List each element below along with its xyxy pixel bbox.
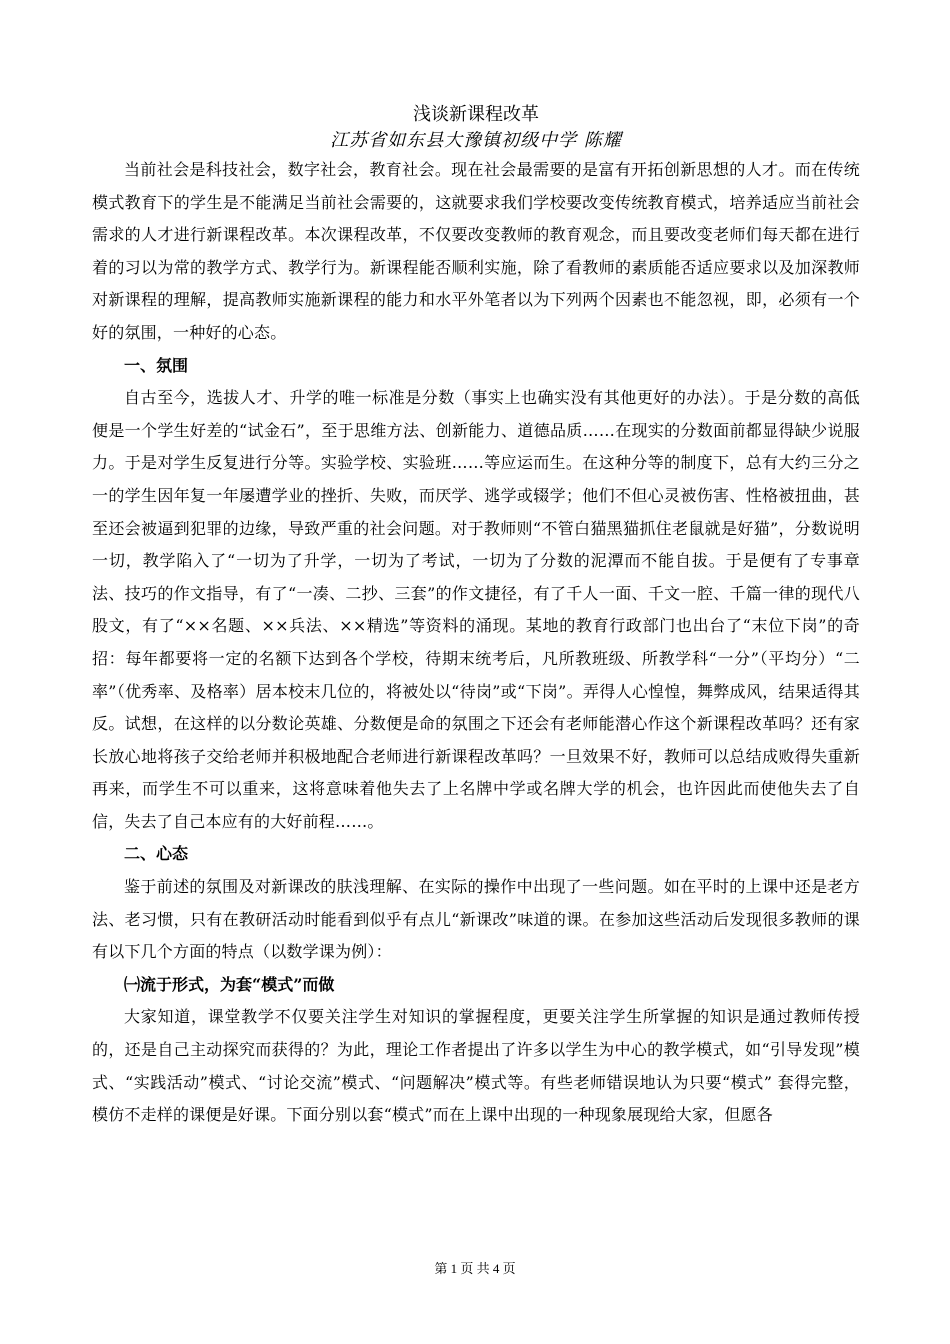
intro-paragraph: 当前社会是科技社会，数字社会，教育社会。现在社会最需要的是富有开拓创新思想的人才。而在传统模式教育下的学生是不能满足当前社会需要的，这就要求我们学校要改变传统教育模式，培养适应当前社会需求的人才进行新课程改革。本次课程改革，不仅要改变教师的教育观念，而且要改变老师们每天都在进行着的习以为常的教学方式、教学行为。新课程能否顺利实施，除了看教师的素质能否适应要求以及加深教师对新课程的理解，提高教师实施新课程的能力和水平外笔者以为下列两个因素也不能忽视，即，必须有一个好的氛围，一种好的心态。 [92,160,860,342]
section-mindset-paragraph: 鉴于前述的氛围及对新课改的肤浅理解、在实际的操作中出现了一些问题。如在平时的上课中还是老方法、老习惯，只有在教研活动时能看到似乎有点儿“新课改”味道的课。在参加这些活动后发现很多教师的课有以下几个方面的特点（以数学课为例）： [92,877,860,962]
author-byline: 江苏省如东县大豫镇初级中学 陈耀 [330,130,622,151]
section-atmosphere-paragraph: 自古至今，选拔人才、升学的唯一标准是分数（事实上也确实没有其他更好的办法）。于是分数的高低便是一个学生好差的“试金石”，至于思维方法、创新能力、道德品质……在现实的分数面前都显得缺少说服力。于是对学生反复进行分等。实验学校、实验班……等应运而生。在这种分等的制度下，总有大约三分之一的学生因年复一年屡遭学业的挫折、失败，而厌学、逃学或辍学；他们不但心灵被伤害、性格被扭曲，甚至还会被逼到犯罪的边缘，导致严重的社会问题。对于教师则“不管白猫黑猫抓住老鼠就是好猫”，分数说明一切，教学陷入了“一切为了升学，一切为了考试，一切为了分数的泥潭而不能自拔。于是便有了专事章法、技巧的作文指导，有了“一凑、二抄、三套”的作文捷径，有了千人一面、千文一腔、千篇一律的现代八股文，有了“××名题、××兵法、××精选”等资料的涌现。某地的教育行政部门也出台了“末位下岗”的奇招：每年都要将一定的名额下达到各个学校，待期末统考后，凡所教班级、所教学科“一分”（平均分）“二率”（优秀率、及格率）居本校末几位的，将被处以“待岗”或“下岗”。弄得人心惶惶，舞弊成风，结果适得其反。试想，在这样的以分数论英雄、分数便是命的氛围之下还会有老师能潜心作这个新课程改革吗？还有家长放心地将孩子交给老师并积极地配合老师进行新课程改革吗？一旦效果不好，教师可以总结成败得失重新再来，而学生不可以重来，这将意味着他失去了上名牌中学或名牌大学的机会，也许因此而使他失去了自信，失去了自己本应有的大好前程……。 [92,388,860,831]
page-footer: 第 1 页 共 4 页 [434,1261,516,1276]
subsection-heading-formalism: ㈠流于形式，为套“模式”而做 [124,974,335,994]
subsection-formalism-paragraph: 大家知道，课堂教学不仅要关注学生对知识的掌握程度，更要关注学生所掌握的知识是通过教师传授的，还是自己主动探究而获得的？为此，理论工作者提出了许多以学生为中心的教学模式，如“引导发现”模式、“实践活动”模式、“讨论交流”模式、“问题解决”模式等。有些老师错误地认为只要“模式” 套得完整，模仿不走样的课便是好课。下面分别以套“模式”而在上课中出现的一种现象展现给大家，但愿各 [92,1007,860,1125]
document-title: 浅谈新课程改革 [413,104,539,125]
section-heading-mindset: 二、心态 [124,844,189,864]
document-content [92,102,860,1132]
section-heading-atmosphere: 一、氛围 [124,355,189,375]
